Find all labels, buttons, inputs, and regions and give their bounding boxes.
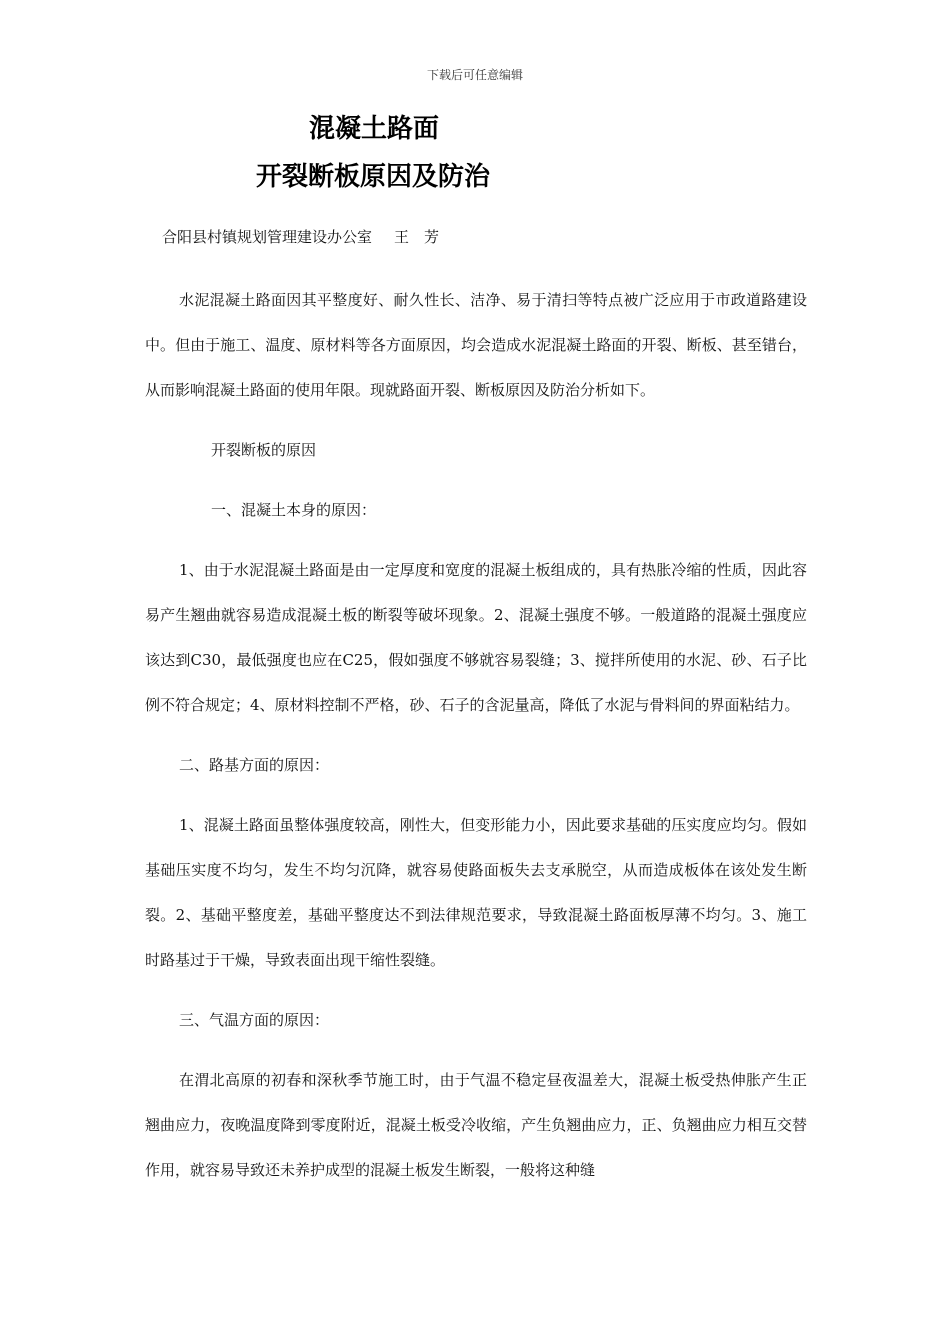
paragraph-temperature: 在渭北高原的初春和深秋季节施工时，由于气温不稳定昼夜温差大，混凝土板受热伸胀产生正翘曲应力，夜晚温度降到零度附近，混凝土板受冷收缩，产生负翘曲应力，正、负翘曲应力相互交替作用，就容易导致还未养护成型的混凝土板发生断裂，一般将这种缝 [145, 1071, 807, 1179]
document-title-line-1: 混凝土路面 [309, 114, 440, 144]
subheading-temperature: 三、气温方面的原因： [179, 1011, 330, 1029]
author-name: 王 芳 [394, 228, 440, 246]
author-affiliation: 合阳县村镇规划管理建设办公室 [162, 228, 373, 246]
subheading-concrete: 一、混凝土本身的原因： [211, 501, 377, 519]
header-note: 下载后可任意编辑 [426, 68, 523, 82]
intro-paragraph: 水泥混凝土路面因其平整度好、耐久性长、洁净、易于清扫等特点被广泛应用于市政道路建设中。但由于施工、温度、原材料等各方面原因，均会造成水泥混凝土路面的开裂、断板、甚至错台，从而影响混凝土路面的使用年限。现就路面开裂、断板原因及防治分析如下。 [145, 291, 807, 399]
document-body [145, 278, 807, 1193]
subheading-subgrade: 二、路基方面的原因： [179, 756, 330, 774]
paragraph-subgrade: 1、混凝土路面虽整体强度较高，刚性大，但变形能力小，因此要求基础的压实度应均匀。假如基础压实度不均匀，发生不均匀沉降，就容易使路面板失去支承脱空，从而造成板体在该处发生断裂。2、基础平整度差，基础平整度达不到法律规范要求，导致混凝土路面板厚薄不均匀。3、施工时路基过于干燥，导致表面出现干缩性裂缝。 [145, 816, 807, 969]
author-line [162, 226, 439, 247]
section-heading-causes: 开裂断板的原因 [211, 441, 317, 459]
paragraph-concrete: 1、由于水泥混凝土路面是由一定厚度和宽度的混凝土板组成的，具有热胀冷缩的性质，因此容易产生翘曲就容易造成混凝土板的断裂等破坏现象。2、混凝土强度不够。一般道路的混凝土强度应该达到C30，最低强度也应在C25，假如强度不够就容易裂缝；3、搅拌所使用的水泥、砂、石子比例不符合规定；4、原材料控制不严格，砂、石子的含泥量高，降低了水泥与骨料间的界面粘结力。 [145, 561, 807, 714]
document-title-line-2: 开裂断板原因及防治 [256, 162, 491, 192]
